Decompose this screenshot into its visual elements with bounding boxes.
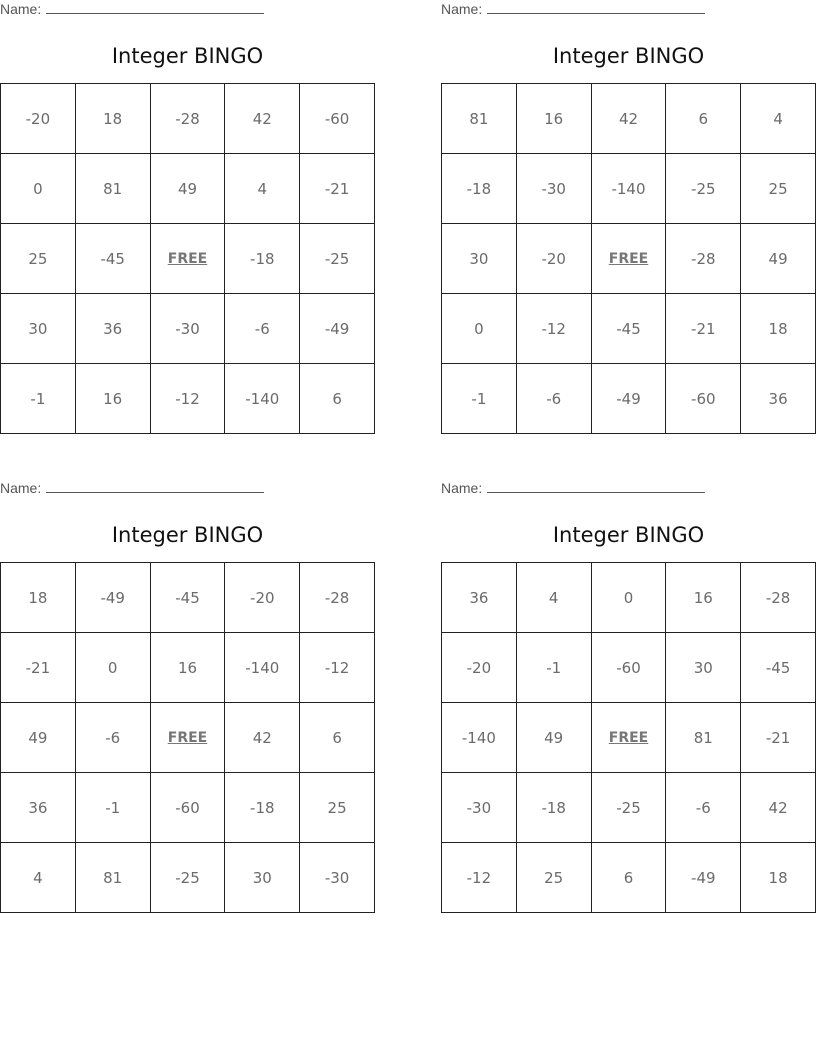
free-space-cell[interactable]: FREE xyxy=(592,224,667,294)
bingo-grid xyxy=(441,83,816,434)
bingo-cell[interactable]: 4 xyxy=(741,84,816,154)
name-field[interactable] xyxy=(441,480,705,498)
bingo-cell[interactable]: 25 xyxy=(517,843,592,913)
name-field[interactable] xyxy=(441,1,705,19)
bingo-cell[interactable]: -18 xyxy=(225,773,300,843)
name-underline[interactable] xyxy=(46,480,264,493)
bingo-cell[interactable]: -60 xyxy=(592,633,667,703)
bingo-cell[interactable]: -30 xyxy=(151,294,226,364)
card-title: Integer BINGO xyxy=(552,523,705,547)
bingo-cell[interactable]: -25 xyxy=(592,773,667,843)
bingo-cell[interactable]: -30 xyxy=(517,154,592,224)
bingo-cell[interactable]: 0 xyxy=(442,294,517,364)
bingo-cell[interactable]: 6 xyxy=(300,703,375,773)
bingo-cell[interactable]: 6 xyxy=(592,843,667,913)
bingo-cell[interactable]: 25 xyxy=(1,224,76,294)
bingo-grid xyxy=(0,83,375,434)
bingo-cell[interactable]: 49 xyxy=(1,703,76,773)
bingo-cell[interactable]: 36 xyxy=(76,294,151,364)
bingo-cell[interactable]: 81 xyxy=(76,843,151,913)
bingo-grid xyxy=(0,562,375,913)
bingo-cell[interactable]: -18 xyxy=(225,224,300,294)
bingo-cell[interactable]: 16 xyxy=(151,633,226,703)
bingo-cell[interactable]: 42 xyxy=(592,84,667,154)
bingo-cell[interactable]: -60 xyxy=(151,773,226,843)
bingo-cell[interactable]: -6 xyxy=(225,294,300,364)
bingo-cell[interactable]: -18 xyxy=(442,154,517,224)
bingo-cell[interactable]: 18 xyxy=(741,294,816,364)
name-label: Name: xyxy=(0,480,42,496)
bingo-cell[interactable]: -45 xyxy=(76,224,151,294)
bingo-cell[interactable]: -20 xyxy=(225,563,300,633)
bingo-cell[interactable]: 25 xyxy=(300,773,375,843)
name-field[interactable] xyxy=(0,480,264,498)
bingo-card-1 xyxy=(0,0,375,434)
bingo-cell[interactable]: -20 xyxy=(442,633,517,703)
bingo-cell[interactable]: -12 xyxy=(517,294,592,364)
bingo-cell[interactable]: -21 xyxy=(1,633,76,703)
name-label: Name: xyxy=(0,1,42,17)
bingo-cell[interactable]: -49 xyxy=(666,843,741,913)
name-label: Name: xyxy=(441,480,483,496)
bingo-cell[interactable]: 6 xyxy=(666,84,741,154)
bingo-cell[interactable]: 0 xyxy=(76,633,151,703)
bingo-card-2 xyxy=(441,0,816,434)
free-space-cell[interactable]: FREE xyxy=(592,703,667,773)
bingo-cell[interactable]: -25 xyxy=(300,224,375,294)
bingo-cell[interactable]: 6 xyxy=(300,364,375,434)
bingo-cell[interactable]: 18 xyxy=(76,84,151,154)
bingo-cell[interactable]: 0 xyxy=(592,563,667,633)
bingo-cell[interactable]: -1 xyxy=(442,364,517,434)
bingo-cell[interactable]: 36 xyxy=(442,563,517,633)
bingo-cell[interactable]: -1 xyxy=(1,364,76,434)
bingo-cell[interactable]: 4 xyxy=(1,843,76,913)
bingo-cell[interactable]: 18 xyxy=(741,843,816,913)
bingo-card-4 xyxy=(441,479,816,913)
bingo-cell[interactable]: 4 xyxy=(517,563,592,633)
bingo-cell[interactable]: -21 xyxy=(666,294,741,364)
bingo-cell[interactable]: -1 xyxy=(517,633,592,703)
bingo-cell[interactable]: 30 xyxy=(225,843,300,913)
bingo-cell[interactable]: -49 xyxy=(300,294,375,364)
bingo-cell[interactable]: -6 xyxy=(517,364,592,434)
card-title: Integer BINGO xyxy=(111,44,264,68)
bingo-cell[interactable]: -20 xyxy=(517,224,592,294)
bingo-cell[interactable]: 16 xyxy=(76,364,151,434)
bingo-cell[interactable]: -28 xyxy=(300,563,375,633)
bingo-cell[interactable]: 81 xyxy=(442,84,517,154)
bingo-cell[interactable]: -140 xyxy=(225,633,300,703)
name-underline[interactable] xyxy=(46,1,264,14)
bingo-cell[interactable]: -60 xyxy=(300,84,375,154)
bingo-cell[interactable]: 42 xyxy=(741,773,816,843)
bingo-cell[interactable]: -12 xyxy=(151,364,226,434)
bingo-cell[interactable]: 30 xyxy=(666,633,741,703)
bingo-cell[interactable]: 81 xyxy=(666,703,741,773)
bingo-cell[interactable]: -1 xyxy=(76,773,151,843)
bingo-cell[interactable]: -28 xyxy=(151,84,226,154)
bingo-cell[interactable]: 16 xyxy=(666,563,741,633)
bingo-cell[interactable]: 30 xyxy=(442,224,517,294)
free-space-cell[interactable]: FREE xyxy=(151,224,226,294)
bingo-cell[interactable]: 36 xyxy=(741,364,816,434)
bingo-cell[interactable]: -28 xyxy=(666,224,741,294)
name-underline[interactable] xyxy=(487,1,705,14)
bingo-cell[interactable]: -45 xyxy=(741,633,816,703)
bingo-cell[interactable]: -45 xyxy=(592,294,667,364)
bingo-cell[interactable]: 49 xyxy=(517,703,592,773)
bingo-cell[interactable]: -21 xyxy=(300,154,375,224)
card-title: Integer BINGO xyxy=(552,44,705,68)
name-underline[interactable] xyxy=(487,480,705,493)
bingo-cell[interactable]: -12 xyxy=(300,633,375,703)
bingo-cell[interactable]: -21 xyxy=(741,703,816,773)
bingo-cell[interactable]: -49 xyxy=(592,364,667,434)
bingo-cell[interactable]: 42 xyxy=(225,84,300,154)
bingo-cell[interactable]: 49 xyxy=(741,224,816,294)
bingo-cell[interactable]: -60 xyxy=(666,364,741,434)
bingo-cell[interactable]: 18 xyxy=(1,563,76,633)
bingo-cell[interactable]: 81 xyxy=(76,154,151,224)
bingo-cell[interactable]: -49 xyxy=(76,563,151,633)
bingo-cell[interactable]: -12 xyxy=(442,843,517,913)
bingo-cell[interactable]: 16 xyxy=(517,84,592,154)
bingo-cell[interactable]: -30 xyxy=(300,843,375,913)
name-field[interactable] xyxy=(0,1,264,19)
bingo-cell[interactable]: -140 xyxy=(442,703,517,773)
bingo-cell[interactable]: -18 xyxy=(517,773,592,843)
bingo-cell[interactable]: 0 xyxy=(1,154,76,224)
bingo-cell[interactable]: 49 xyxy=(151,154,226,224)
bingo-cell[interactable]: -28 xyxy=(741,563,816,633)
card-title: Integer BINGO xyxy=(111,523,264,547)
bingo-grid xyxy=(441,562,816,913)
bingo-cell[interactable]: 42 xyxy=(225,703,300,773)
bingo-cell[interactable]: -25 xyxy=(666,154,741,224)
bingo-cell[interactable]: -45 xyxy=(151,563,226,633)
bingo-cell[interactable]: -25 xyxy=(151,843,226,913)
free-space-cell[interactable]: FREE xyxy=(151,703,226,773)
bingo-cell[interactable]: -140 xyxy=(592,154,667,224)
bingo-cell[interactable]: -6 xyxy=(76,703,151,773)
bingo-cell[interactable]: 25 xyxy=(741,154,816,224)
bingo-cell[interactable]: 30 xyxy=(1,294,76,364)
bingo-cell[interactable]: 4 xyxy=(225,154,300,224)
bingo-cell[interactable]: 36 xyxy=(1,773,76,843)
bingo-card-3 xyxy=(0,479,375,913)
bingo-cell[interactable]: -30 xyxy=(442,773,517,843)
bingo-cell[interactable]: -20 xyxy=(1,84,76,154)
bingo-cell[interactable]: -140 xyxy=(225,364,300,434)
name-label: Name: xyxy=(441,1,483,17)
bingo-cell[interactable]: -6 xyxy=(666,773,741,843)
